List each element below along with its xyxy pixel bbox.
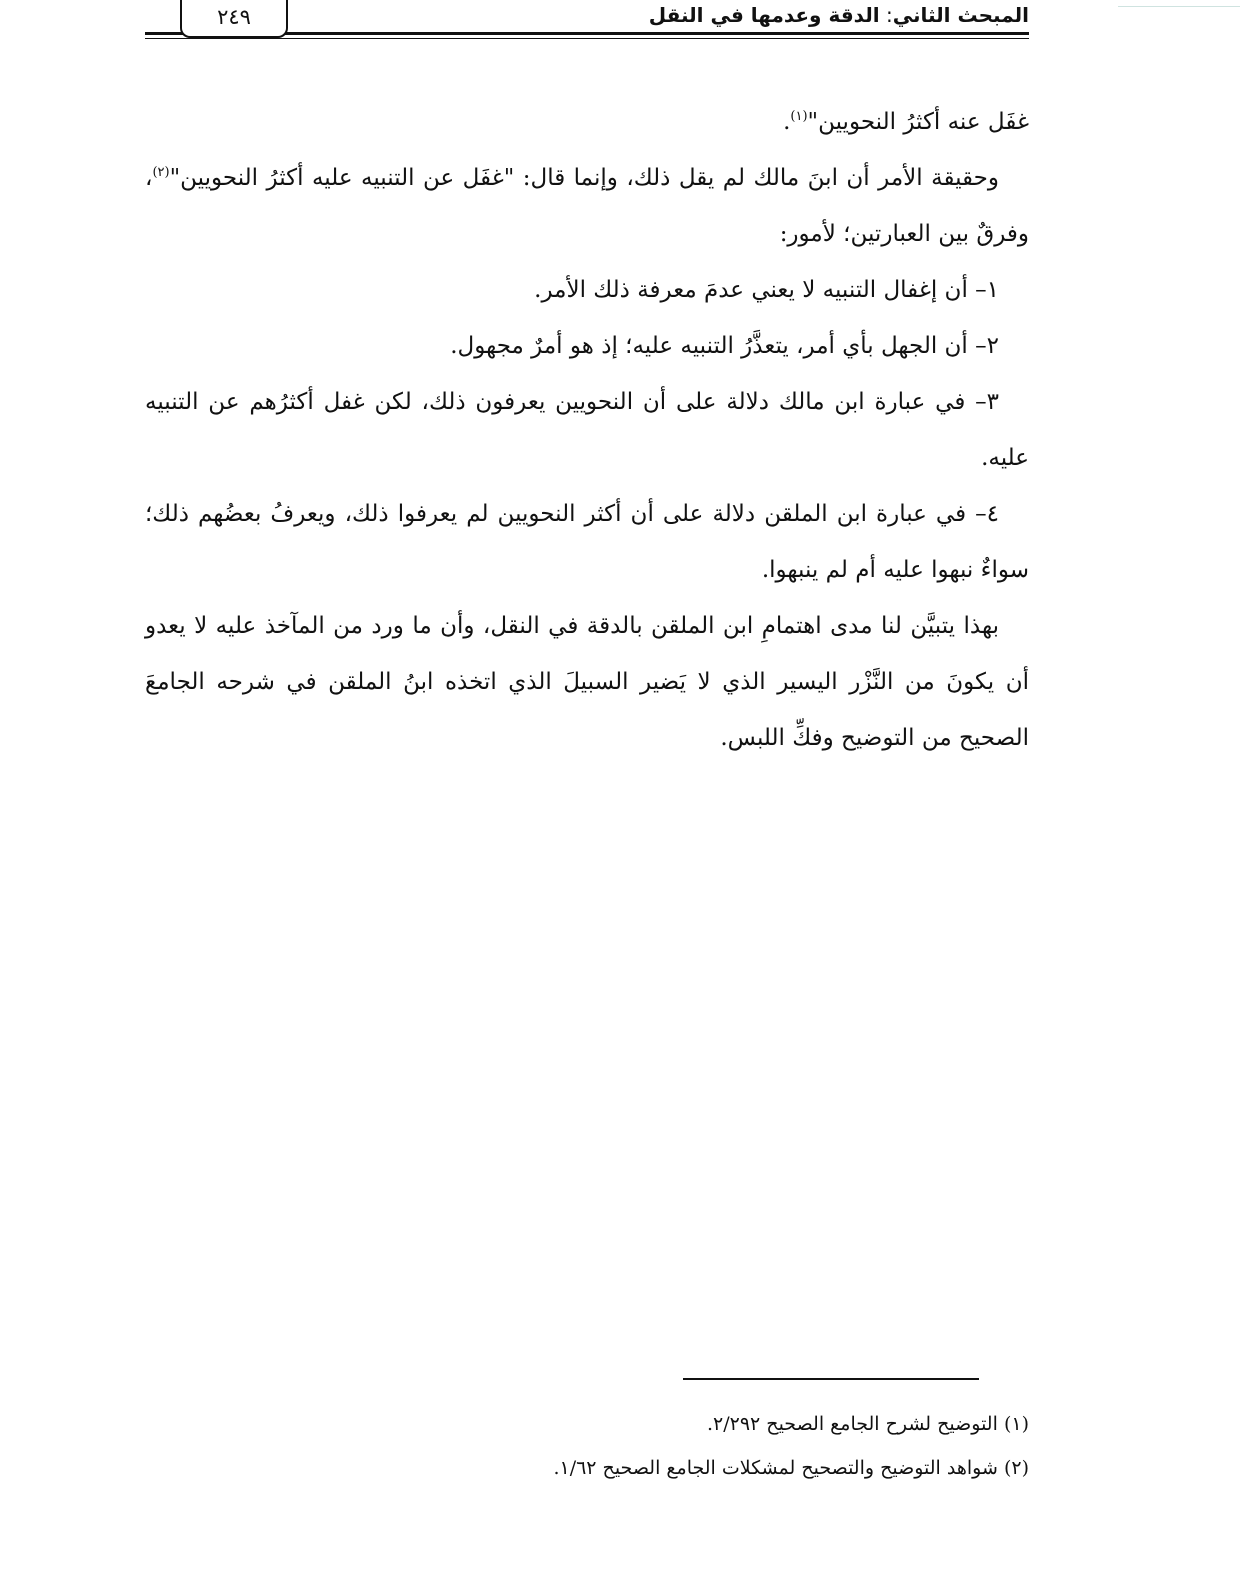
- page-header: [145, 0, 1029, 44]
- conclusion-paragraph: بهذا يتبيَّن لنا مدى اهتمامِ ابن الملقن بالدقة في النقل، وأن ما ورد من المآخذ عليه لا يعدو أن يكونَ من النَّزْر اليسير الذي لا يَضير السبيلَ الذي اتخذه ابنُ الملقن في شرحه الجامعَ الصحيح من التوضيح وفكِّ اللبس.: [145, 613, 1029, 751]
- page-number: ٢٤٩: [180, 0, 288, 38]
- running-title-section: المبحث الثاني: [892, 3, 1029, 27]
- footnote-text: شواهد التوضيح والتصحيح لمشكلات الجامع الصحيح ١/٦٢.: [553, 1457, 998, 1479]
- footnote-2: [145, 1446, 1029, 1490]
- main-text: [145, 94, 1029, 766]
- list-item-4: ٤– في عبارة ابن الملقن دلالة على أن أكثر النحويين لم يعرفوا ذلك، ويعرفُ بعضُهم ذلك؛ سواءٌ نبهوا عليه أم لم ينبهوا.: [145, 501, 1029, 583]
- paragraph: [145, 94, 1029, 150]
- footnote-ref-1: (١): [790, 109, 808, 124]
- paragraph: [145, 150, 1029, 262]
- footnote-number: (١): [1003, 1413, 1029, 1435]
- list-item-2: ٢– أن الجهل بأي أمر، يتعذَّرُ التنبيه عليه؛ إذ هو أمرٌ مجهول.: [450, 333, 999, 359]
- paragraph-end: .: [783, 109, 791, 135]
- footnote-separator: [683, 1378, 979, 1380]
- footnote-ref-2: (٢): [152, 165, 170, 180]
- paragraph-text: وحقيقة الأمر أن ابنَ مالك لم يقل ذلك، وإنما قال: "غفَل عن التنبيه عليه أكثرُ النحويين": [169, 165, 999, 191]
- running-title-separator: :: [879, 3, 893, 27]
- footnote-text: التوضيح لشرح الجامع الصحيح ٢/٢٩٢.: [706, 1413, 998, 1435]
- list-item-3: ٣– في عبارة ابن مالك دلالة على أن النحويين يعرفون ذلك، لكن غفل أكثرُهم عن التنبيه عليه.: [145, 389, 1029, 471]
- paragraph-end: ، وفرقٌ بين العبارتين؛ لأمور:: [145, 165, 1029, 247]
- footnote-1: [145, 1402, 1029, 1446]
- running-title: [649, 3, 1029, 27]
- footnotes: [145, 1402, 1029, 1490]
- list-item-1: ١– أن إغفال التنبيه لا يعني عدمَ معرفة ذلك الأمر.: [534, 277, 999, 303]
- header-rule-thin: [145, 38, 1029, 39]
- running-title-topic: الدقة وعدمها في النقل: [648, 3, 880, 27]
- footnote-number: (٢): [1003, 1457, 1029, 1479]
- corner-mark: [1118, 0, 1240, 7]
- paragraph-text: غفَل عنه أكثرُ النحويين": [807, 109, 1029, 135]
